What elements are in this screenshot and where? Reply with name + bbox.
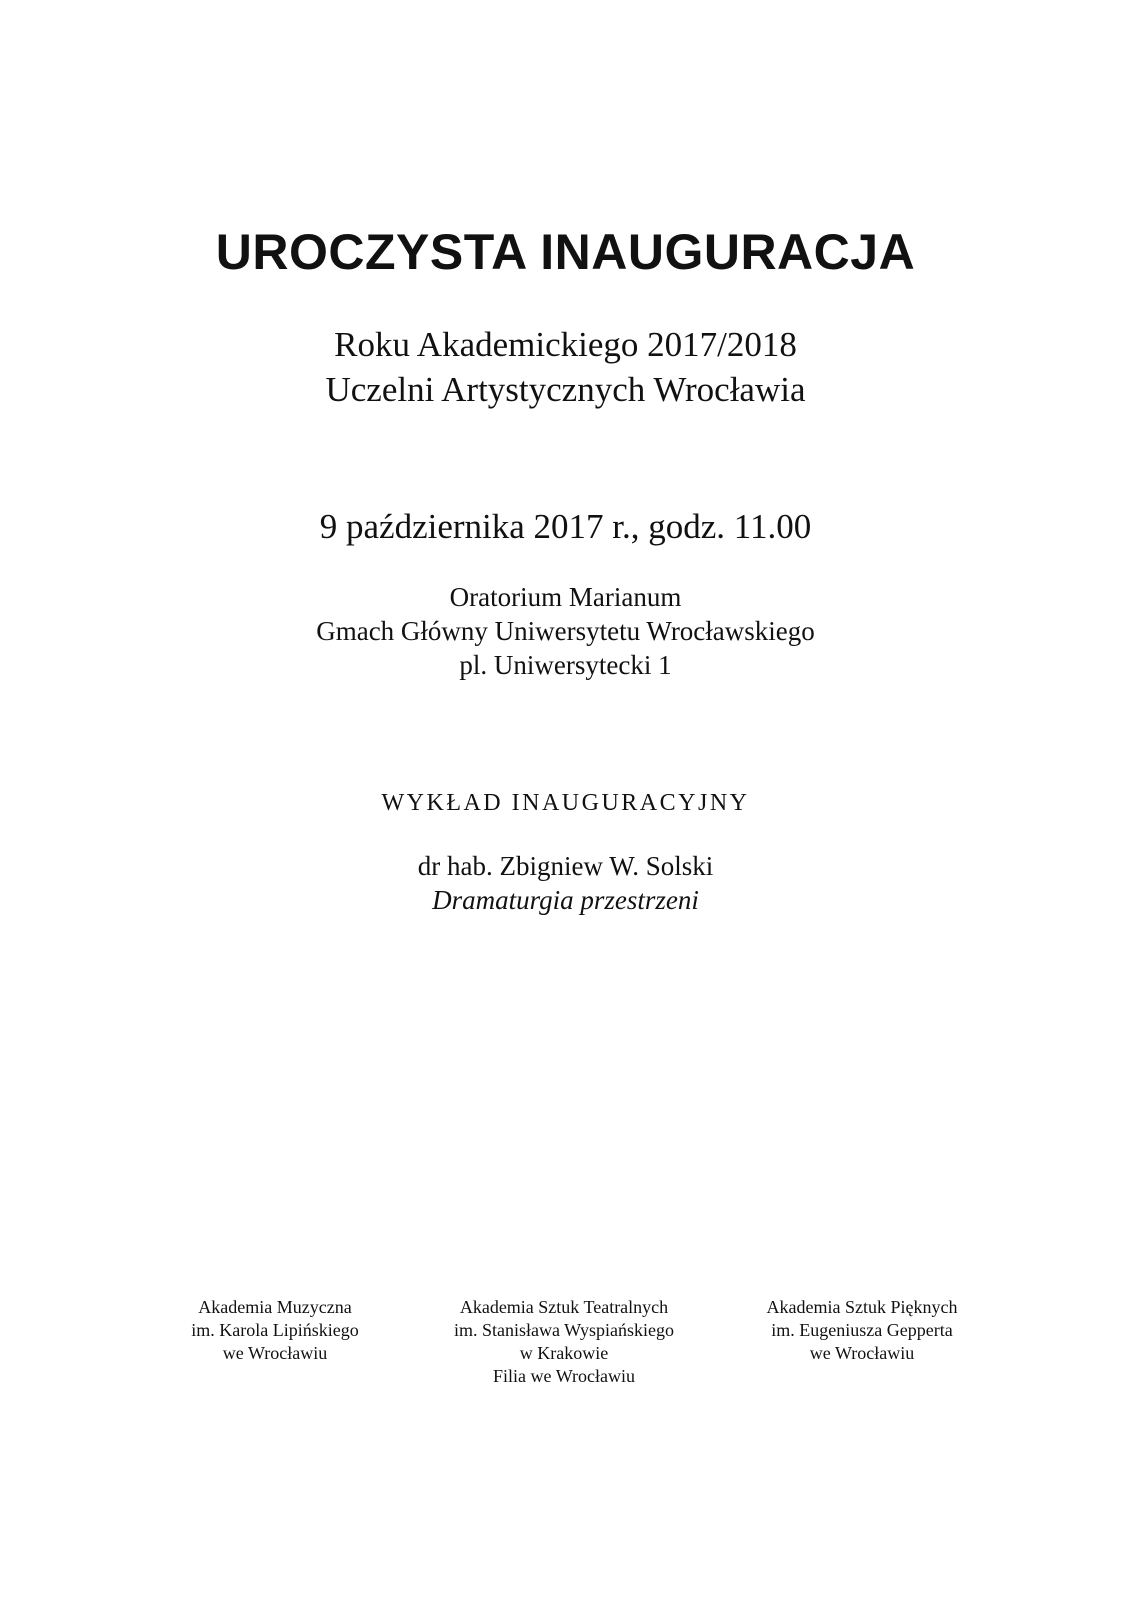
- institution-line: we Wrocławiu: [222, 1343, 328, 1363]
- institution-line: w Krakowie: [519, 1343, 609, 1363]
- subtitle-line-universities: Uczelni Artystycznych Wrocławia: [325, 370, 806, 409]
- institution-music-academy: [115, 1296, 435, 1365]
- institution-line: Akademia Sztuk Pięknych: [766, 1297, 958, 1317]
- institution-line: im. Karola Lipińskiego: [191, 1320, 359, 1340]
- lecture-heading: WYKŁAD INAUGURACYJNY: [381, 790, 750, 816]
- subtitle-line-academic-year: Roku Akademickiego 2017/2018: [334, 325, 797, 364]
- institution-theatre-academy: [404, 1296, 724, 1388]
- institution-line: Akademia Muzyczna: [198, 1297, 352, 1317]
- event-date: 9 października 2017 r., godz. 11.00: [319, 507, 812, 546]
- page-title: UROCZYSTA INAUGURACJA: [215, 224, 916, 280]
- institution-fine-arts-academy: [702, 1296, 1022, 1365]
- venue: [0, 580, 1131, 682]
- venue-name: Oratorium Marianum: [449, 582, 682, 612]
- institution-line: im. Stanisława Wyspiańskiego: [453, 1320, 675, 1340]
- venue-address: pl. Uniwersytecki 1: [459, 650, 672, 680]
- venue-building: Gmach Główny Uniwersytetu Wrocławskiego: [316, 616, 815, 646]
- lecturer-name: dr hab. Zbigniew W. Solski: [417, 851, 714, 881]
- institution-line: im. Eugeniusza Gepperta: [771, 1320, 953, 1340]
- institution-line: we Wrocławiu: [809, 1343, 915, 1363]
- institution-line: Akademia Sztuk Teatralnych: [459, 1297, 669, 1317]
- subtitle: [0, 322, 1131, 412]
- lecture-title: Dramaturgia przestrzeni: [432, 885, 699, 915]
- institution-line: Filia we Wrocławiu: [493, 1366, 635, 1386]
